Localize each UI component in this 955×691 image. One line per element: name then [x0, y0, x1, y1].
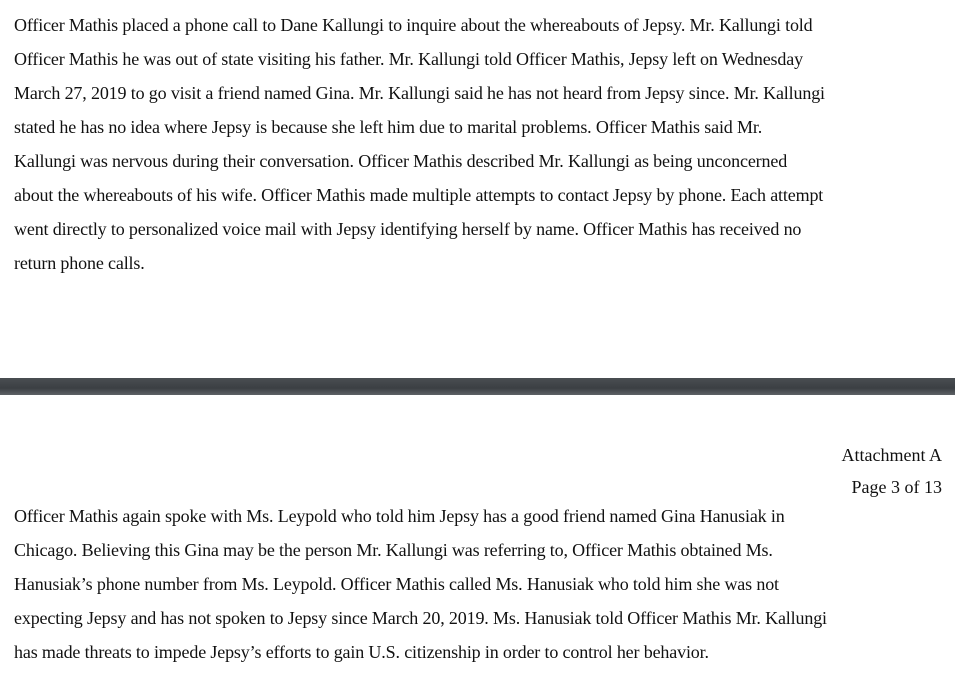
document-page-bottom [0, 395, 955, 691]
text-line: stated he has no idea where Jepsy is because she left him due to marital problems. Officer Mathis said Mr. [14, 117, 763, 137]
attachment-label: Attachment A [841, 445, 942, 465]
text-line: expecting Jepsy and has not spoken to Jepsy since March 20, 2019. Ms. Hanusiak told Officer Mathis Mr. Kallungi [14, 608, 827, 628]
page-separator [0, 378, 955, 395]
page-number: Page 3 of 13 [851, 477, 942, 497]
text-line: about the whereabouts of his wife. Officer Mathis made multiple attempts to contact Jepsy by phone. Each attempt [14, 185, 824, 205]
text-line: Hanusiak’s phone number from Ms. Leypold. Officer Mathis called Ms. Hanusiak who told him she was not [14, 574, 779, 594]
text-line: Officer Mathis placed a phone call to Dane Kallungi to inquire about the whereabouts of Jepsy. Mr. Kallungi told [14, 15, 813, 35]
text-line: March 27, 2019 to go visit a friend named Gina. Mr. Kallungi said he has not heard from Jepsy since. Mr. Kallungi [14, 83, 825, 103]
text-line: Officer Mathis he was out of state visiting his father. Mr. Kallungi told Officer Mathis, Jepsy left on Wednesday [14, 49, 803, 69]
text-line: Chicago. Believing this Gina may be the person Mr. Kallungi was referring to, Officer Mathis obtained Ms. [14, 540, 773, 560]
text-line: has made threats to impede Jepsy’s efforts to gain U.S. citizenship in order to control her behavior. [14, 642, 709, 662]
text-line: Kallungi was nervous during their conversation. Officer Mathis described Mr. Kallungi as being unconcerned [14, 151, 788, 171]
text-line: went directly to personalized voice mail with Jepsy identifying herself by name. Officer Mathis has received no [14, 219, 802, 239]
text-line: return phone calls. [14, 253, 145, 273]
text-line: Officer Mathis again spoke with Ms. Leypold who told him Jepsy has a good friend named Gina Hanusiak in [14, 506, 785, 526]
paragraph-phone-call [14, 8, 944, 280]
paragraph-leypold [14, 499, 944, 669]
